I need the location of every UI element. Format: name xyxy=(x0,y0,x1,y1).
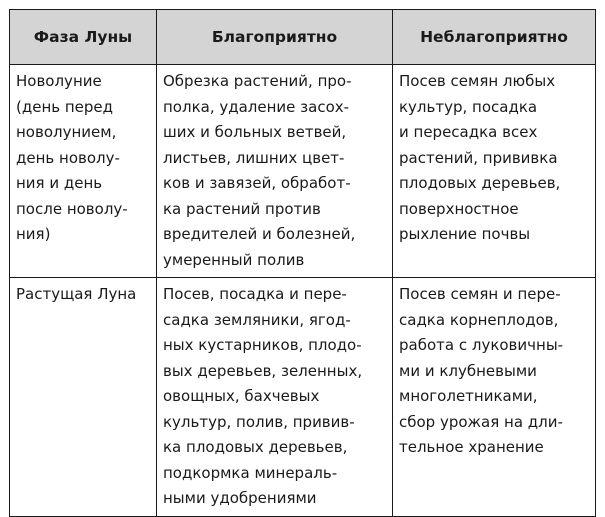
cell-unfavorable-waxing-moon: Посев семян и пере- садка корнеплодов, работа с луковичны- ми и клубневыми многолетниками, сбор урожая на дли- тельное хранение xyxy=(393,278,596,517)
cell-phase-waxing-moon: Растущая Луна xyxy=(10,278,157,517)
header-unfavorable: Неблагоприятно xyxy=(393,10,596,65)
table-row xyxy=(10,65,596,278)
table-row xyxy=(10,278,596,517)
moon-phase-table xyxy=(9,9,596,517)
cell-phase-new-moon: Новолуние (день перед новолунием, день новолу- ния и день после новолу- ния) xyxy=(10,65,157,278)
table-header-row xyxy=(10,10,596,65)
header-moon-phase: Фаза Луны xyxy=(10,10,157,65)
header-favorable: Благоприятно xyxy=(157,10,393,65)
cell-favorable-waxing-moon: Посев, посадка и пере- садка земляники, ягод- ных кустарников, плодо- вых деревьев, зеленных, овощных, бахчевых культур, полив, привив- ка плодовых деревьев, подкормка минераль- ными удобрениями xyxy=(157,278,393,517)
cell-unfavorable-new-moon: Посев семян любых культур, посадка и пересадка всех растений, прививка плодовых деревьев, поверхностное рыхление почвы xyxy=(393,65,596,278)
cell-favorable-new-moon: Обрезка растений, про- полка, удаление засох- ших и больных ветвей, листьев, лишних цвет- ков и завязей, обработ- ка растений против вредителей и болезней, умеренный полив xyxy=(157,65,393,278)
